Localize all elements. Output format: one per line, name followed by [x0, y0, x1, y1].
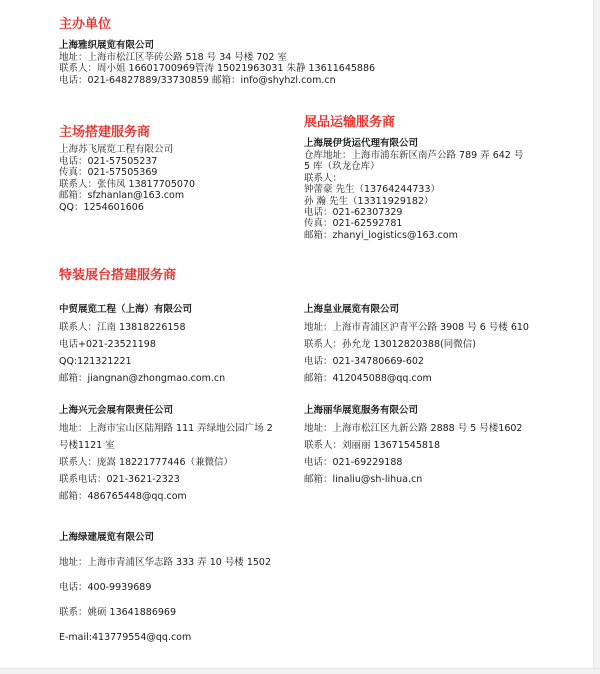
company-email: 邮箱：linaliu@sh-lihua.cn: [304, 474, 423, 485]
company-email: 邮箱：jiangnan@zhongmao.com.cn: [59, 373, 226, 384]
company-qq: QQ:121321221: [59, 356, 132, 367]
company-phone: 电话+021-23521198: [59, 339, 156, 350]
transport-email: 邮箱：zhanyi_logistics@163.com: [304, 229, 458, 241]
company-huangye: [304, 304, 574, 387]
company-contact: 联系人：孙允龙 13012820388(同微信): [304, 339, 476, 350]
company-address: 地址：上海市宝山区陆翔路 111 弄绿地公园广场 2: [59, 423, 273, 434]
company-address: 地址：上海市青浦区华志路 333 弄 10 号楼 1502: [59, 557, 271, 568]
transport-phone: 电话：021-62307329: [304, 207, 403, 219]
company-address-2: 号楼1121 室: [59, 440, 115, 451]
company-contact: 联系人：庞嵩 18221777446（兼微信）: [59, 457, 234, 468]
venue-build-section: [59, 125, 279, 213]
organizer-section: [59, 17, 399, 86]
company-lvjian: [59, 532, 319, 644]
organizer-phone-email: 电话：021-64827889/33730859 邮箱：info@shyhzl.com.cn: [59, 74, 336, 86]
transport-section: [304, 115, 564, 241]
company-phone: 联系电话：021-3621-2323: [59, 474, 180, 485]
venue-build-email: 邮箱：sfzhanlan@163.com: [59, 190, 185, 202]
company-contact: 联系人：刘丽丽 13671545818: [304, 440, 441, 451]
transport-contact-label: 联系人：: [304, 172, 343, 184]
page-edge-right: [593, 0, 600, 674]
transport-heading: 展品运输服务商: [304, 115, 396, 130]
company-phone: 电话：400-9939689: [59, 582, 152, 593]
transport-address: 仓库地址：上海市浦东新区南芦公路 789 弄 642 号: [304, 150, 524, 161]
transport-contact-1: 钟蕾豪 先生（13764244733）: [304, 184, 441, 196]
company-address: 地址：上海市青浦区沪青平公路 3908 号 6 号楼 610: [304, 322, 529, 333]
company-name: 上海绿建展览有限公司: [59, 532, 155, 543]
company-xingyuan: [59, 405, 299, 505]
transport-company: 上海展伊货运代理有限公司: [304, 138, 419, 149]
venue-build-phone: 电话：021-57505237: [59, 156, 158, 167]
transport-address-2: 5 库（玖龙仓库）: [304, 161, 380, 173]
page-edge-bottom: [0, 668, 600, 674]
venue-build-company: 上海苏飞展览工程有限公司: [59, 144, 174, 155]
company-lihua: [304, 405, 574, 488]
organizer-company: 上海雅织展览有限公司: [59, 40, 155, 51]
organizer-heading: 主办单位: [59, 17, 112, 32]
company-email: 邮箱：486765448@qq.com: [59, 491, 187, 502]
company-zhongmao: [59, 304, 289, 387]
company-name: 上海丽华展览服务有限公司: [304, 405, 419, 416]
special-build-section: [59, 268, 176, 284]
venue-build-fax: 传真：021-57505369: [59, 167, 158, 179]
special-build-heading: 特装展台搭建服务商: [59, 268, 177, 283]
venue-build-contact: 联系人：张伟凤 13817705070: [59, 178, 196, 190]
organizer-contacts: 联系人：周小姐 16601700969管涛 15021963031 朱静 13611645886: [59, 63, 376, 75]
venue-build-qq: QQ：1254601606: [59, 201, 144, 213]
transport-contact-2: 孙 瀚 先生（13311929182）: [304, 195, 434, 207]
company-address: 地址：上海市松江区九新公路 2888 号 5 号楼1602: [304, 423, 523, 434]
company-phone: 电话：021-69229188: [304, 457, 403, 468]
company-name: 上海皇业展览有限公司: [304, 304, 400, 315]
company-phone: 电话：021-34780669-602: [304, 356, 424, 367]
company-contact: 联系人：江南 13818226158: [59, 322, 186, 333]
organizer-address: 地址：上海市松江区莘砖公路 518 号 34 号楼 702 室: [59, 52, 287, 63]
company-name: 中贸展览工程（上海）有限公司: [59, 304, 193, 315]
company-email: E-mail:413779554@qq.com: [59, 632, 192, 643]
company-contact: 联系：姚硕 13641886969: [59, 607, 177, 618]
transport-fax: 传真：021-62592781: [304, 218, 403, 230]
company-name: 上海兴元会展有限责任公司: [59, 405, 174, 416]
company-email: 邮箱：412045088@qq.com: [304, 373, 432, 384]
venue-build-heading: 主场搭建服务商: [59, 125, 151, 140]
